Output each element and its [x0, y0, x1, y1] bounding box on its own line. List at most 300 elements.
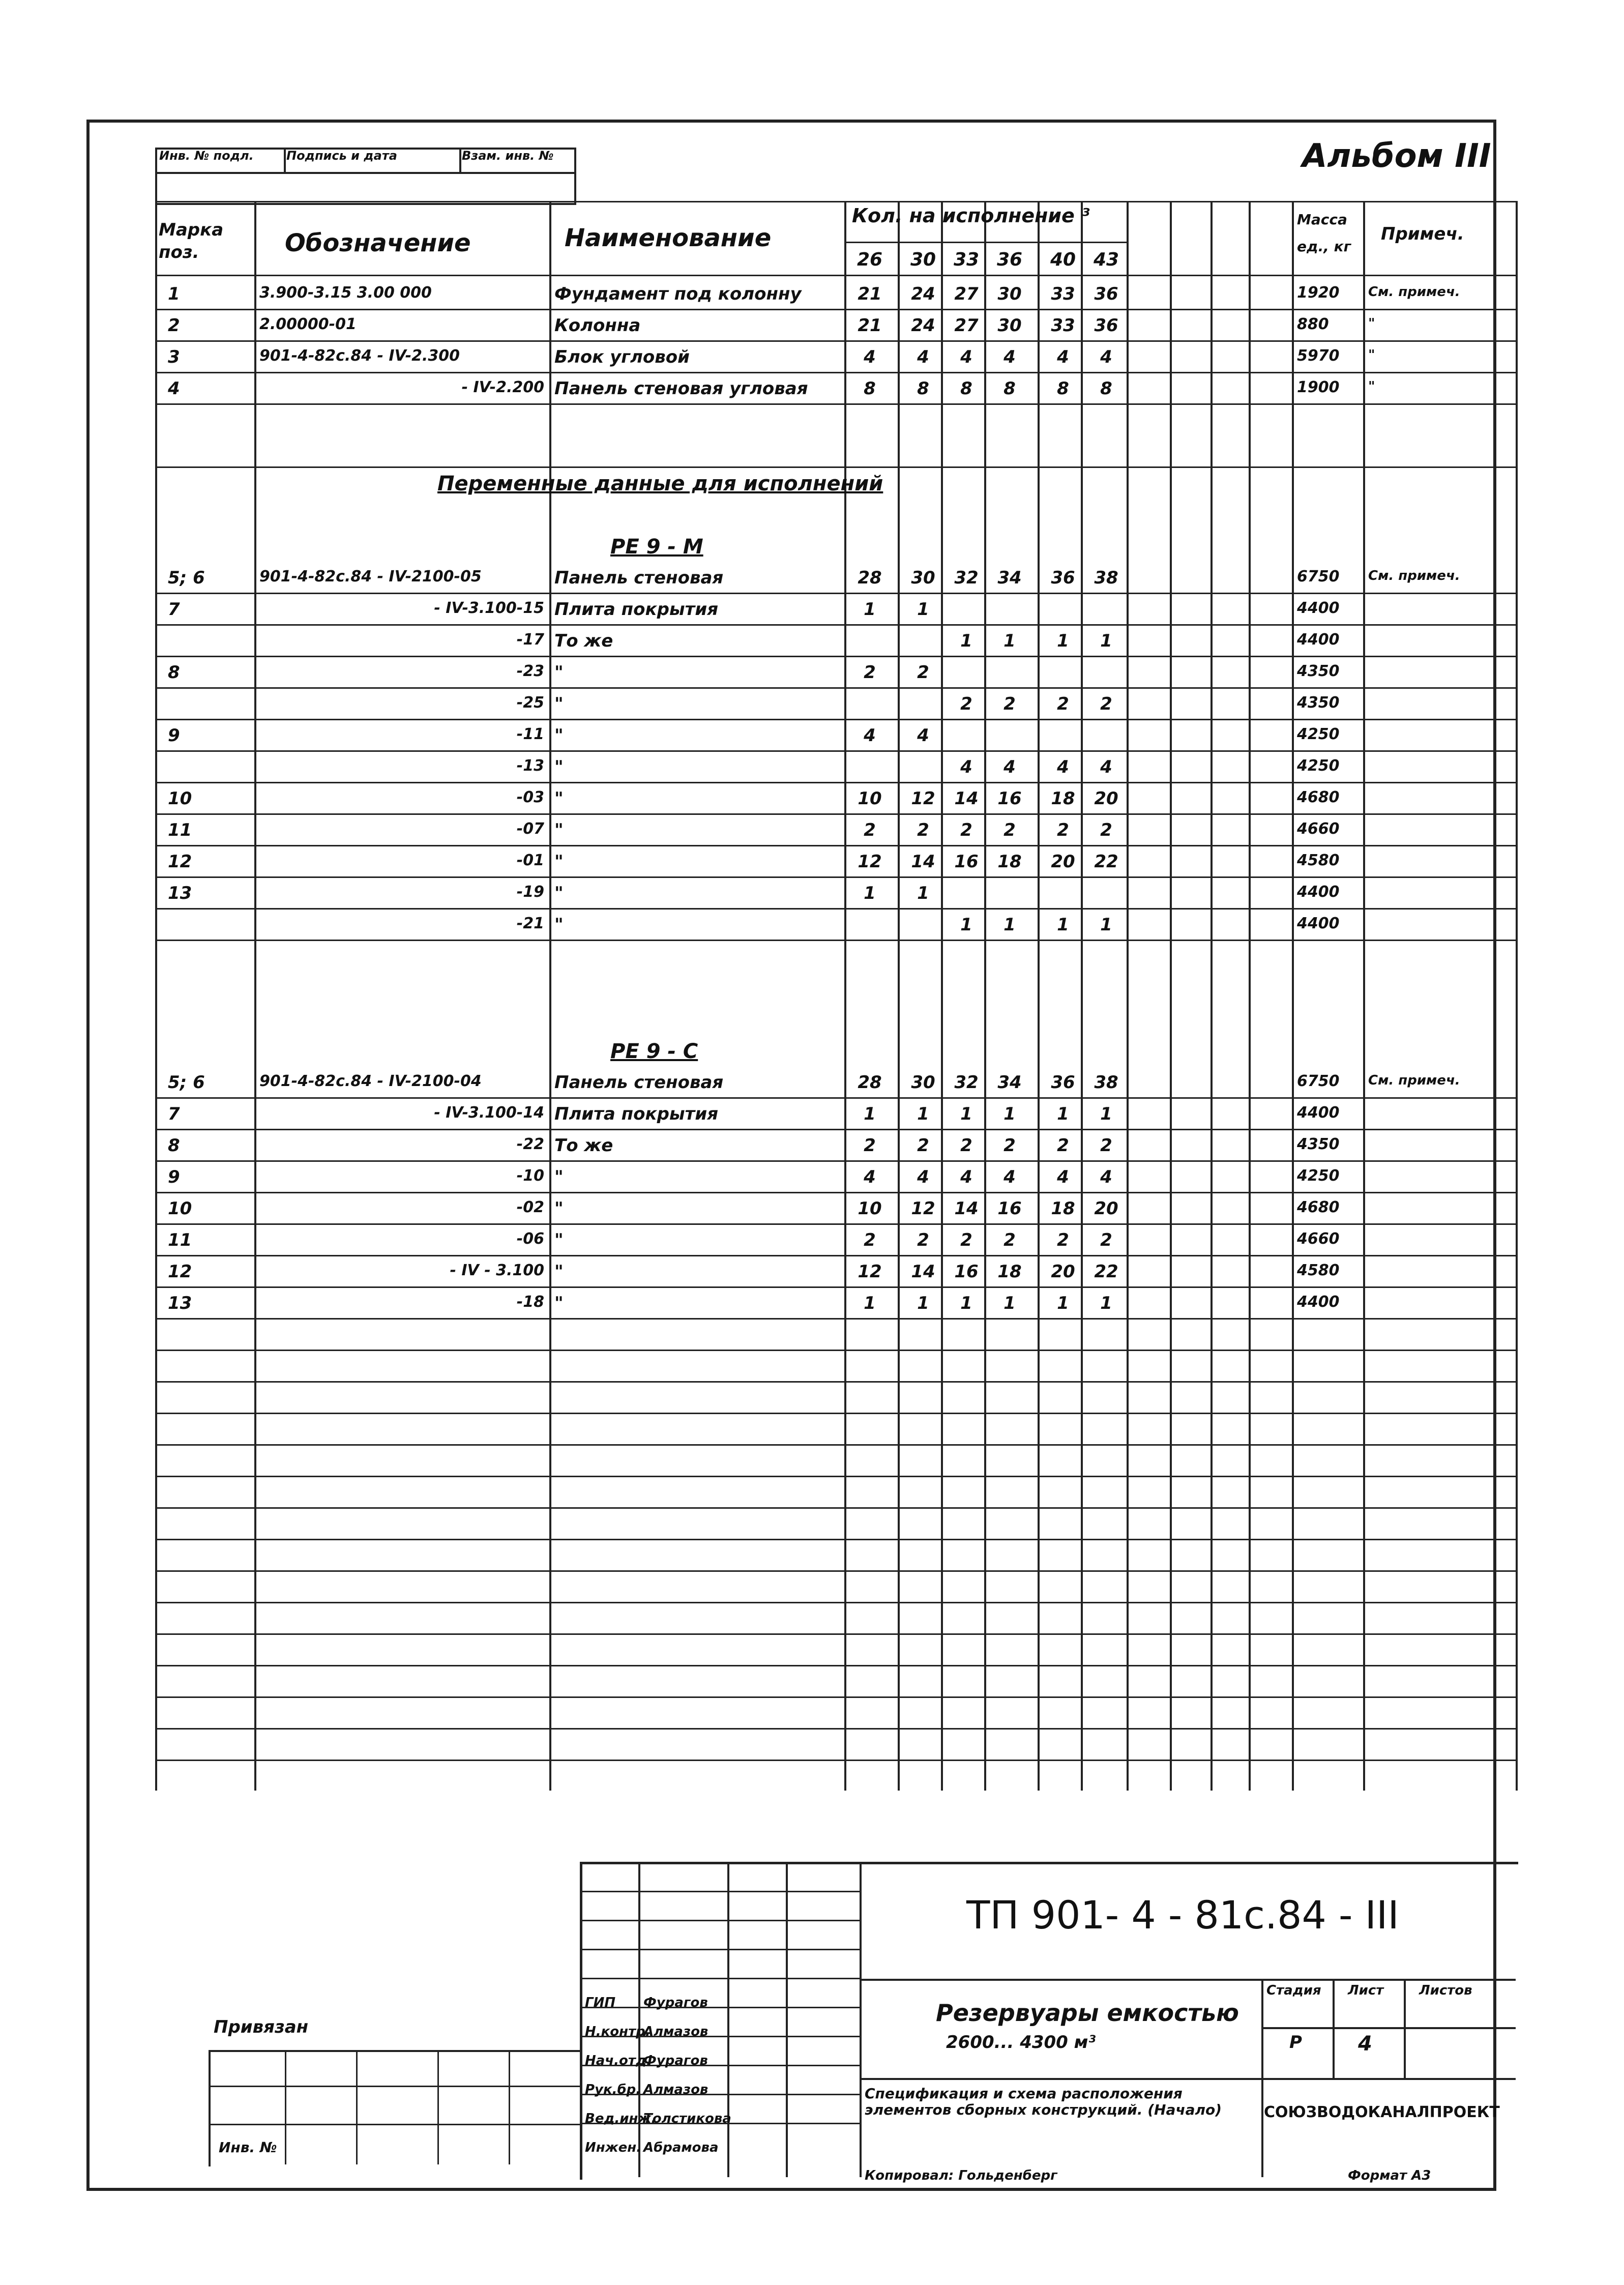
row-name: "	[554, 820, 564, 840]
row-qty: 8	[1003, 378, 1016, 399]
row-qty: 8	[1100, 378, 1112, 399]
row-mark: 4	[168, 378, 180, 399]
grid-hline	[155, 1192, 1516, 1193]
row-qty: 12	[858, 1262, 882, 1282]
row-qty: 4	[864, 347, 876, 367]
header-qty-col: 30	[910, 249, 936, 270]
grid-hline	[155, 1286, 1516, 1288]
row-mass: 4350	[1297, 662, 1340, 680]
row-mark: 13	[168, 883, 192, 903]
row-name: Блок угловой	[554, 347, 690, 367]
row-qty: 2	[917, 1230, 929, 1250]
row-qty: 4	[864, 1167, 876, 1187]
row-qty: 1	[917, 1104, 929, 1124]
grid-hline	[155, 940, 1516, 941]
row-qty: 12	[911, 1198, 935, 1219]
grid-vline	[898, 201, 900, 1791]
tb-vline	[437, 2050, 439, 2164]
row-mass: 4400	[1297, 1293, 1340, 1311]
tb-inv: Инв. №	[219, 2139, 277, 2156]
row-qty: 1	[1100, 915, 1112, 935]
row-name: То же	[554, 631, 613, 651]
row-qty: 1	[1057, 1293, 1069, 1313]
row-mark: 8	[168, 662, 180, 683]
tb-privyazan: Привязан	[214, 2017, 309, 2037]
grid-hline	[155, 1476, 1516, 1477]
grid-hline	[155, 1413, 1516, 1414]
row-qty: 4	[917, 347, 929, 367]
row-note: См. примеч.	[1368, 284, 1460, 300]
row-designation: -17	[516, 631, 544, 649]
row-designation: - IV-3.100-14	[434, 1104, 544, 1122]
row-mark: 10	[168, 1198, 192, 1219]
row-qty: 2	[960, 694, 972, 714]
row-mark: 9	[168, 1167, 180, 1187]
grid-hline	[155, 908, 1516, 910]
row-designation: -13	[516, 757, 544, 775]
row-qty: 1	[1057, 915, 1069, 935]
row-note: См. примеч.	[1368, 568, 1460, 583]
row-qty: 4	[1057, 757, 1069, 777]
row-name: Плита покрытия	[554, 1104, 719, 1124]
row-mark: 9	[168, 725, 180, 746]
row-mass: 4250	[1297, 725, 1340, 743]
grid-vline	[1249, 201, 1251, 1791]
row-qty: 2	[1003, 1135, 1016, 1156]
row-mass: 4400	[1297, 1104, 1340, 1122]
grid-hline	[155, 340, 1516, 342]
row-qty: 36	[1051, 568, 1075, 588]
row-qty: 1	[960, 631, 972, 651]
tb-org: СОЮЗВОДОКАНАЛПРОЕКТ	[1264, 2103, 1500, 2121]
tb-hline	[580, 1949, 860, 1950]
tb-format: Формат А3	[1348, 2168, 1431, 2183]
grid-vline	[1081, 201, 1083, 1791]
row-qty: 2	[960, 1135, 972, 1156]
grid-hline	[155, 309, 1516, 310]
grid-hline	[155, 1633, 1516, 1635]
row-name: "	[554, 725, 564, 746]
grid-vline	[1127, 201, 1129, 1791]
grid-hline	[155, 813, 1516, 815]
tb-project-title: Резервуары емкостью	[936, 1999, 1239, 2027]
row-qty: 2	[917, 662, 929, 683]
row-name: "	[554, 1230, 564, 1250]
row-qty: 33	[1051, 315, 1075, 336]
row-qty: 24	[911, 284, 935, 304]
tb-vline	[860, 1862, 862, 2177]
row-qty: 2	[960, 1230, 972, 1250]
row-qty: 33	[1051, 284, 1075, 304]
tb-name: Алмазов	[643, 2082, 708, 2097]
tb-vline	[1404, 1979, 1406, 2078]
row-designation: 901-4-82с.84 - IV-2.300	[259, 347, 460, 365]
row-qty: 32	[954, 1072, 979, 1093]
approval-stamp	[155, 148, 576, 205]
header-name: Наименование	[565, 224, 772, 252]
row-qty: 30	[997, 315, 1022, 336]
header-qty-col: 33	[954, 249, 980, 270]
row-name: "	[554, 915, 564, 935]
row-qty: 4	[864, 725, 876, 746]
row-mark: 12	[168, 1262, 192, 1282]
row-qty: 1	[960, 1293, 972, 1313]
row-qty: 2	[1003, 1230, 1016, 1250]
subsection-m: РЕ 9 - М	[610, 535, 703, 559]
row-mass: 880	[1297, 315, 1329, 333]
row-qty: 21	[858, 315, 882, 336]
row-qty: 36	[1094, 315, 1118, 336]
row-designation: - IV - 3.100	[450, 1262, 544, 1279]
row-name: "	[554, 694, 564, 714]
row-qty: 4	[1003, 757, 1016, 777]
row-qty: 38	[1094, 1072, 1118, 1093]
row-name: "	[554, 662, 564, 683]
grid-hline	[155, 1318, 1516, 1320]
tb-sheet-label: Лист	[1348, 1983, 1384, 1998]
row-qty: 2	[864, 1135, 876, 1156]
tb-vline	[1261, 1979, 1263, 2177]
row-mass: 4660	[1297, 1230, 1340, 1248]
subsection-c: РЕ 9 - С	[610, 1040, 698, 1063]
row-qty: 1	[864, 599, 876, 620]
header-qty-group: Кол. на исполнение ³	[852, 204, 1090, 227]
row-name: Фундамент под колонну	[554, 284, 802, 304]
grid-hline	[155, 466, 1516, 468]
row-qty: 2	[1100, 694, 1112, 714]
row-qty: 1	[960, 915, 972, 935]
grid-hline	[155, 719, 1516, 720]
tb-vline	[1333, 1979, 1335, 2078]
row-qty: 27	[954, 284, 979, 304]
row-qty: 1	[864, 1293, 876, 1313]
row-designation: -22	[516, 1135, 544, 1153]
row-qty: 14	[954, 1198, 979, 1219]
row-qty: 1	[864, 883, 876, 903]
row-qty: 18	[997, 1262, 1022, 1282]
row-note: См. примеч.	[1368, 1073, 1460, 1088]
tb-role: Инжен.	[585, 2140, 642, 2155]
row-qty: 30	[911, 568, 935, 588]
row-qty: 4	[1100, 757, 1112, 777]
grid-hline	[844, 242, 1127, 243]
row-mass: 4400	[1297, 599, 1340, 617]
row-qty: 4	[960, 757, 972, 777]
row-qty: 1	[1003, 1293, 1016, 1313]
tb-hline	[580, 2007, 860, 2008]
row-qty: 2	[1003, 820, 1016, 840]
header-qty-col: 43	[1094, 249, 1119, 270]
row-qty: 16	[954, 852, 979, 872]
row-qty: 1	[864, 1104, 876, 1124]
row-qty: 4	[917, 725, 929, 746]
row-designation: 901-4-82с.84 - IV-2100-05	[259, 568, 482, 585]
row-qty: 18	[1051, 1198, 1075, 1219]
row-qty: 32	[954, 568, 979, 588]
row-qty: 2	[1057, 1230, 1069, 1250]
row-qty: 1	[917, 1293, 929, 1313]
row-qty: 34	[997, 1072, 1022, 1093]
grid-hline	[155, 372, 1516, 373]
row-mass: 4400	[1297, 915, 1340, 932]
tb-hline	[209, 2124, 580, 2125]
row-qty: 27	[954, 315, 979, 336]
grid-hline	[155, 1255, 1516, 1256]
tb-hline	[580, 1978, 860, 1979]
row-qty: 1	[1100, 631, 1112, 651]
row-designation: 3.900-3.15 3.00 000	[259, 284, 432, 302]
row-qty: 2	[864, 662, 876, 683]
row-qty: 16	[954, 1262, 979, 1282]
row-qty: 22	[1094, 852, 1118, 872]
grid-hline	[155, 201, 1516, 202]
row-designation: -18	[516, 1293, 544, 1311]
tb-vline	[285, 2050, 286, 2164]
row-mass: 6750	[1297, 568, 1340, 585]
row-name: Колонна	[554, 315, 641, 336]
row-mass: 4680	[1297, 1198, 1340, 1216]
grid-hline	[155, 1160, 1516, 1162]
row-qty: 4	[960, 1167, 972, 1187]
grid-vline	[844, 201, 846, 1791]
row-name: Панель стеновая угловая	[554, 378, 808, 399]
row-mass: 6750	[1297, 1072, 1340, 1090]
row-qty: 1	[917, 883, 929, 903]
row-qty: 28	[858, 1072, 882, 1093]
row-designation: -21	[516, 915, 544, 932]
row-designation: -23	[516, 662, 544, 680]
row-qty: 30	[911, 1072, 935, 1093]
grid-vline	[1292, 201, 1294, 1791]
tb-name: Абрамова	[643, 2140, 719, 2155]
row-qty: 1	[1057, 1104, 1069, 1124]
grid-hline	[155, 1444, 1516, 1446]
tb-name: Фурагов	[643, 1995, 708, 2010]
grid-hline	[155, 1223, 1516, 1225]
row-mark: 3	[168, 347, 180, 367]
tb-hline	[580, 1920, 860, 1921]
grid-hline	[155, 1129, 1516, 1130]
grid-hline	[155, 593, 1516, 594]
row-qty: 1	[1003, 1104, 1016, 1124]
row-mark: 1	[168, 284, 180, 304]
row-qty: 10	[858, 1198, 882, 1219]
tb-hline	[209, 2086, 580, 2087]
tb-vline	[727, 1862, 729, 2177]
row-qty: 28	[858, 568, 882, 588]
row-qty: 4	[917, 1167, 929, 1187]
row-qty: 30	[997, 284, 1022, 304]
row-mass: 4250	[1297, 1167, 1340, 1185]
grid-hline	[155, 1602, 1516, 1603]
row-name: "	[554, 1167, 564, 1187]
grid-hline	[155, 876, 1516, 878]
grid-vline	[1210, 201, 1213, 1791]
row-qty: 4	[960, 347, 972, 367]
row-qty: 4	[1100, 347, 1112, 367]
row-name: "	[554, 788, 564, 809]
row-designation: -11	[516, 725, 544, 743]
grid-hline	[155, 1570, 1516, 1572]
grid-vline	[1363, 201, 1365, 1791]
row-qty: 18	[997, 852, 1022, 872]
row-mark: 11	[168, 820, 192, 840]
row-qty: 14	[911, 1262, 935, 1282]
row-designation: -19	[516, 883, 544, 901]
row-designation: -10	[516, 1167, 544, 1185]
row-designation: -07	[516, 820, 544, 838]
row-qty: 38	[1094, 568, 1118, 588]
row-qty: 1	[1003, 631, 1016, 651]
grid-hline	[155, 624, 1516, 626]
row-mark: 11	[168, 1230, 192, 1250]
row-qty: 4	[1100, 1167, 1112, 1187]
row-qty: 16	[997, 788, 1022, 809]
row-designation: - IV-3.100-15	[434, 599, 544, 617]
grid-vline	[155, 201, 157, 1791]
tb-stage-label: Стадия	[1266, 1983, 1321, 1998]
row-qty: 8	[864, 378, 876, 399]
row-mark: 7	[168, 1104, 180, 1124]
row-qty: 2	[864, 1230, 876, 1250]
row-designation: - IV-2.200	[461, 378, 544, 396]
row-name: Панель стеновая	[554, 1072, 724, 1093]
row-mass: 4660	[1297, 820, 1340, 838]
grid-hline	[155, 1539, 1516, 1540]
row-mass: 5970	[1297, 347, 1340, 365]
grid-vline	[254, 201, 256, 1791]
row-mark: 7	[168, 599, 180, 620]
row-qty: 1	[1100, 1104, 1112, 1124]
row-mark: 5; 6	[168, 1072, 205, 1093]
row-qty: 22	[1094, 1262, 1118, 1282]
row-mass: 4400	[1297, 883, 1340, 901]
row-mass: 4350	[1297, 1135, 1340, 1153]
header-mass: Масса ед., кг	[1297, 211, 1351, 255]
row-qty: 24	[911, 315, 935, 336]
tb-code: ТП 901- 4 - 81с.84 - III	[966, 1892, 1399, 1938]
row-qty: 14	[954, 788, 979, 809]
row-mass: 4350	[1297, 694, 1340, 712]
row-designation: 901-4-82с.84 - IV-2100-04	[259, 1072, 482, 1090]
header-qty-col: 40	[1050, 249, 1076, 270]
row-qty: 20	[1051, 1262, 1075, 1282]
tb-role: Нач.отд.	[585, 2053, 652, 2068]
section-title: Переменные данные для исполнений	[437, 472, 883, 495]
tb-name: Толстикова	[643, 2111, 731, 2126]
row-qty: 36	[1051, 1072, 1075, 1093]
row-name: "	[554, 1293, 564, 1313]
row-mark: 8	[168, 1135, 180, 1156]
row-name: Панель стеновая	[554, 568, 724, 588]
row-qty: 1	[1100, 1293, 1112, 1313]
row-qty: 20	[1094, 1198, 1118, 1219]
row-name: Плита покрытия	[554, 599, 719, 620]
row-qty: 4	[1003, 1167, 1016, 1187]
row-qty: 36	[1094, 284, 1118, 304]
row-note: "	[1368, 316, 1375, 331]
stamp-replace: Взам. инв. №	[462, 150, 554, 163]
row-mass: 1920	[1297, 284, 1340, 302]
grid-vline	[1038, 201, 1040, 1791]
grid-hline	[155, 1507, 1516, 1509]
tb-sheet: 4	[1358, 2032, 1372, 2056]
row-name: "	[554, 852, 564, 872]
tb-hline	[860, 1979, 1516, 1981]
row-name: "	[554, 1262, 564, 1282]
row-mass: 4580	[1297, 1262, 1340, 1279]
header-note: Примеч.	[1381, 224, 1464, 244]
row-designation: -02	[516, 1198, 544, 1216]
grid-hline	[155, 403, 1516, 405]
tb-vline	[786, 1862, 788, 2177]
tb-name: Алмазов	[643, 2024, 708, 2039]
row-qty: 12	[858, 852, 882, 872]
grid-vline	[1516, 201, 1518, 1791]
row-name: То же	[554, 1135, 613, 1156]
row-qty: 8	[917, 378, 929, 399]
row-qty: 2	[1057, 820, 1069, 840]
row-mass: 4400	[1297, 631, 1340, 649]
grid-hline	[155, 275, 1516, 276]
tb-role: Н.контр.	[585, 2024, 651, 2039]
album-label: Альбом III	[1302, 137, 1491, 175]
row-designation: -25	[516, 694, 544, 712]
row-mark: 13	[168, 1293, 192, 1313]
header-qty-col: 26	[857, 249, 883, 270]
row-qty: 2	[917, 1135, 929, 1156]
row-qty: 34	[997, 568, 1022, 588]
stamp-inv: Инв. № подл.	[157, 150, 286, 172]
tb-role: ГИП	[585, 1995, 616, 2010]
grid-hline	[155, 1097, 1516, 1099]
row-qty: 14	[911, 852, 935, 872]
row-qty: 20	[1094, 788, 1118, 809]
grid-vline	[941, 201, 943, 1791]
row-designation: -03	[516, 788, 544, 806]
grid-vline	[549, 201, 551, 1791]
row-mass: 4680	[1297, 788, 1340, 806]
row-qty: 4	[1057, 347, 1069, 367]
row-mass: 4250	[1297, 757, 1340, 775]
grid-hline	[155, 1760, 1516, 1761]
stamp-sign: Подпись и дата	[284, 150, 461, 172]
row-mass: 4580	[1297, 852, 1340, 869]
row-qty: 2	[1003, 694, 1016, 714]
row-qty: 2	[960, 820, 972, 840]
row-qty: 20	[1051, 852, 1075, 872]
row-note: "	[1368, 347, 1375, 363]
header-qty-col: 36	[997, 249, 1023, 270]
row-designation: -01	[516, 852, 544, 869]
row-qty: 18	[1051, 788, 1075, 809]
tb-vline	[638, 1862, 640, 2177]
row-qty: 4	[1003, 347, 1016, 367]
grid-hline	[155, 1665, 1516, 1666]
row-qty: 2	[1057, 694, 1069, 714]
row-qty: 1	[1057, 631, 1069, 651]
row-qty: 12	[911, 788, 935, 809]
row-qty: 10	[858, 788, 882, 809]
row-qty: 21	[858, 284, 882, 304]
tb-name: Фурагов	[643, 2053, 708, 2068]
tb-project-sub: 2600... 4300 м³	[946, 2032, 1096, 2053]
grid-hline	[155, 782, 1516, 783]
tb-copied: Копировал: Гольденберг	[865, 2168, 1057, 2183]
tb-role: Вед.инж.	[585, 2111, 657, 2126]
tb-role: Рук.бр.	[585, 2082, 641, 2097]
row-qty: 4	[1057, 1167, 1069, 1187]
